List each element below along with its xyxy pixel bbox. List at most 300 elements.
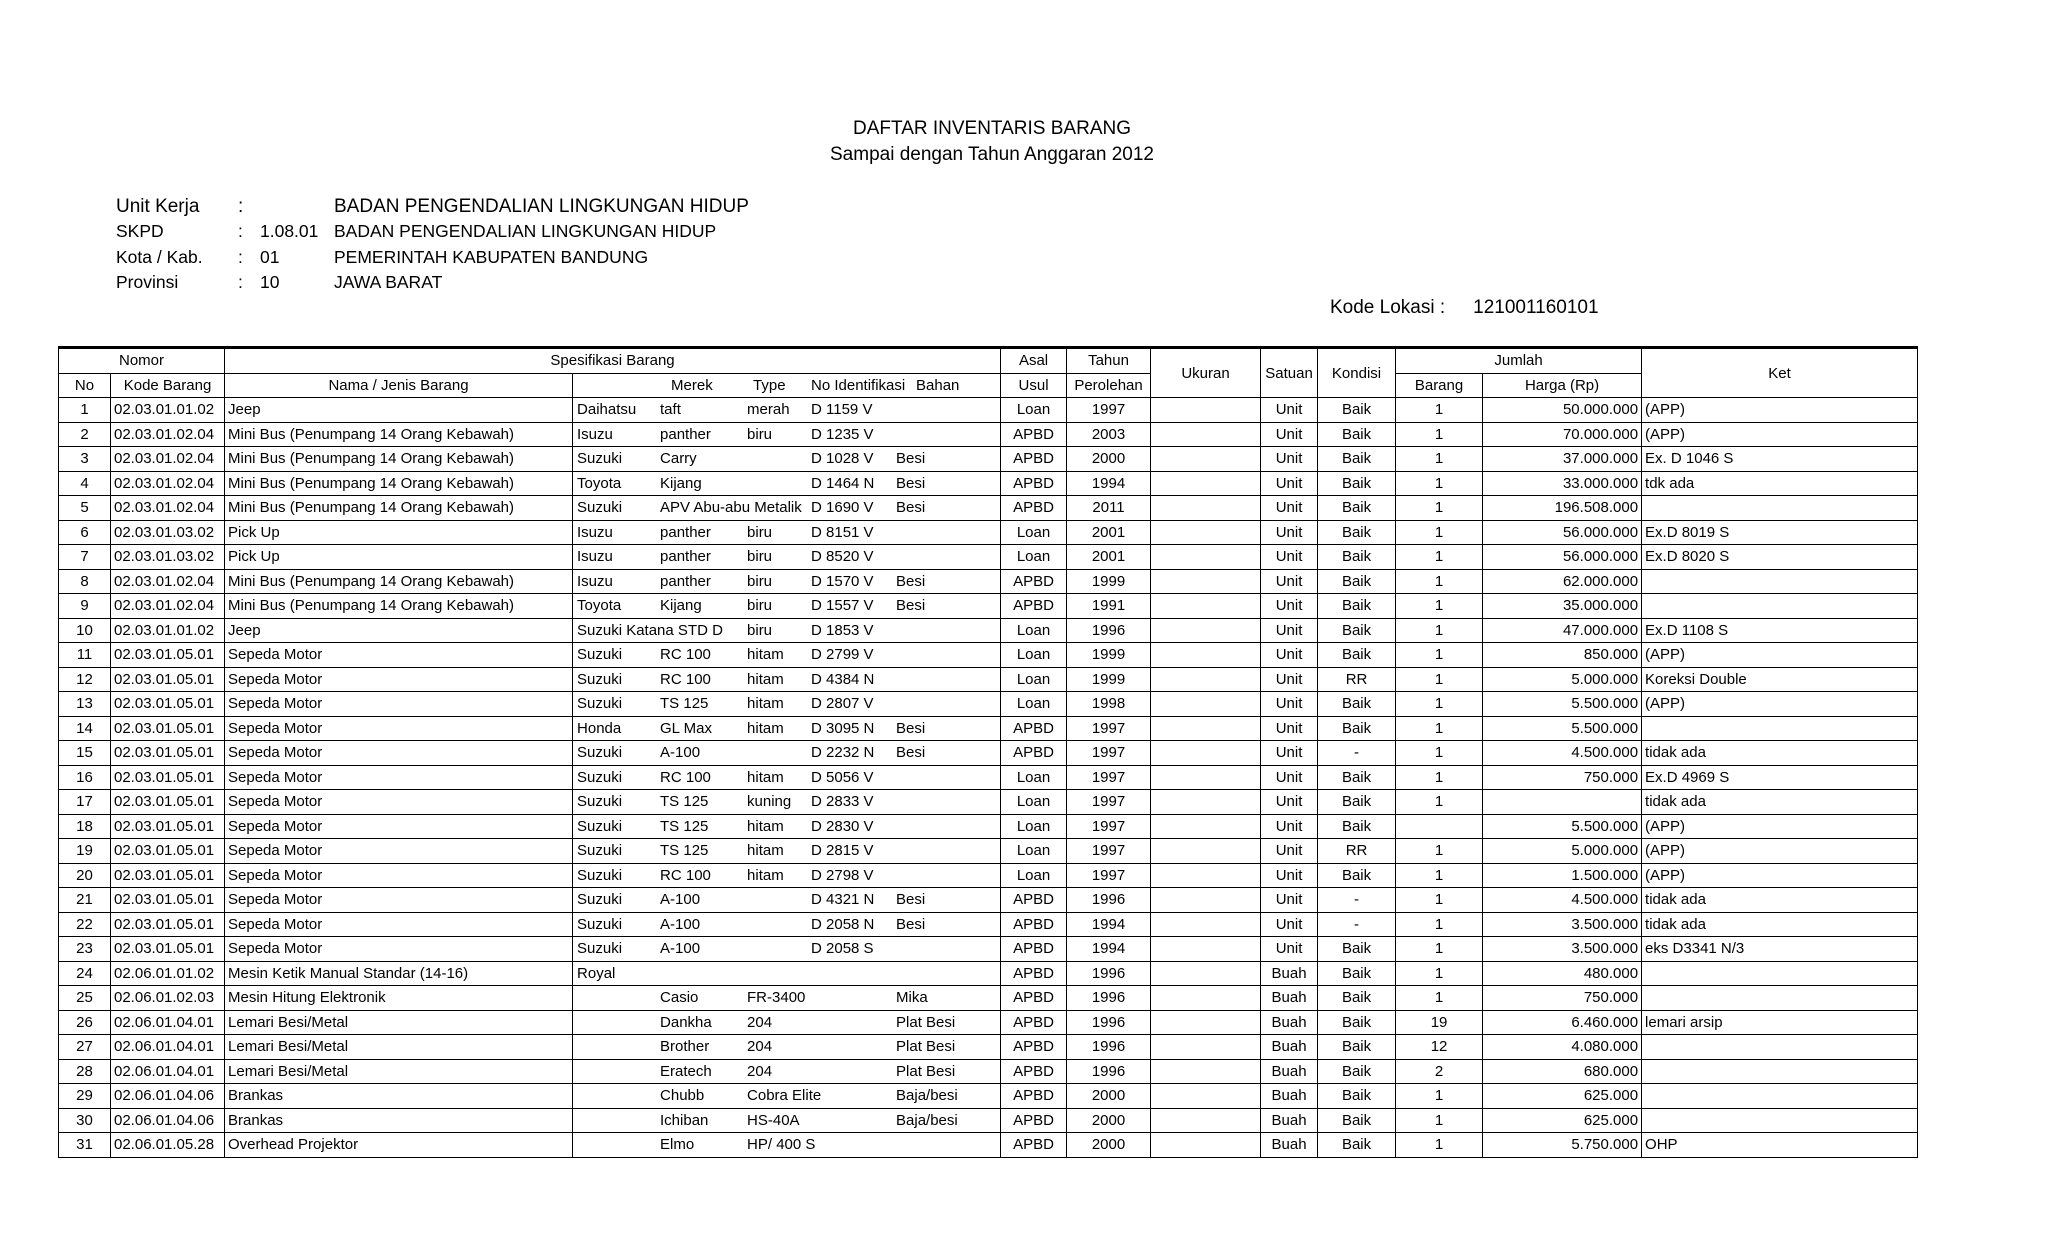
kode-lokasi-value: 121001160101	[1473, 297, 1599, 318]
cell-type: RC 100	[660, 646, 711, 664]
cell-merek: Suzuki	[577, 915, 623, 933]
col-group-nomor: Nomor	[59, 348, 225, 374]
cell-warna: biru	[747, 523, 773, 541]
cell-ukuran	[1151, 1133, 1261, 1158]
cell-no: 1	[59, 398, 111, 423]
cell-nama: Brankas	[225, 1084, 573, 1109]
cell-kode: 02.03.01.05.01	[111, 912, 225, 937]
cell-kode: 02.03.01.02.04	[111, 569, 225, 594]
unit-kerja-label: Unit Kerja	[116, 196, 200, 217]
cell-ket: Ex. D 1046 S	[1642, 447, 1918, 472]
cell-asal: APBD	[1001, 937, 1067, 962]
table-row	[59, 839, 1918, 864]
cell-warna: HP/ 400 S	[747, 1136, 816, 1154]
cell-kondisi: RR	[1318, 839, 1396, 864]
cell-tahun: 1997	[1067, 765, 1151, 790]
cell-kondisi: Baik	[1318, 937, 1396, 962]
cell-barang: 1	[1396, 667, 1483, 692]
col-kondisi: Kondisi	[1318, 348, 1396, 398]
cell-merek: Isuzu	[577, 548, 613, 566]
cell-tahun: 1996	[1067, 888, 1151, 913]
cell-spesifikasi	[573, 520, 1001, 545]
table-row	[59, 545, 1918, 570]
kode-lokasi	[1330, 297, 1599, 319]
cell-ukuran	[1151, 667, 1261, 692]
cell-ket	[1642, 1108, 1918, 1133]
cell-harga: 47.000.000	[1483, 618, 1642, 643]
cell-merek: Suzuki	[577, 866, 623, 884]
unit-kerja-colon: :	[238, 196, 244, 217]
cell-harga: 196.508.000	[1483, 496, 1642, 521]
cell-no: 9	[59, 594, 111, 619]
cell-tahun: 2001	[1067, 520, 1151, 545]
table-row	[59, 863, 1918, 888]
cell-barang: 1	[1396, 643, 1483, 668]
cell-harga: 6.460.000	[1483, 1010, 1642, 1035]
cell-nama: Mesin Hitung Elektronik	[225, 986, 573, 1011]
cell-no: 13	[59, 692, 111, 717]
cell-kode: 02.03.01.03.02	[111, 520, 225, 545]
cell-merek: Suzuki	[577, 940, 623, 958]
cell-nama: Sepeda Motor	[225, 937, 573, 962]
cell-kode: 02.03.01.02.04	[111, 471, 225, 496]
cell-barang: 1	[1396, 961, 1483, 986]
cell-no: 6	[59, 520, 111, 545]
cell-tahun: 1994	[1067, 937, 1151, 962]
cell-ket: (APP)	[1642, 839, 1918, 864]
cell-asal: APBD	[1001, 569, 1067, 594]
cell-spesifikasi	[573, 496, 1001, 521]
cell-asal: APBD	[1001, 1133, 1067, 1158]
cell-ukuran	[1151, 398, 1261, 423]
cell-barang: 1	[1396, 986, 1483, 1011]
cell-kode: 02.03.01.05.01	[111, 716, 225, 741]
cell-kondisi: Baik	[1318, 1010, 1396, 1035]
col-ukuran: Ukuran	[1151, 348, 1261, 398]
cell-asal: Loan	[1001, 667, 1067, 692]
cell-nama: Mini Bus (Penumpang 14 Orang Kebawah)	[225, 496, 573, 521]
cell-spesifikasi	[573, 569, 1001, 594]
col-no: No	[59, 373, 111, 398]
cell-merek: Isuzu	[577, 425, 613, 443]
col-kode: Kode Barang	[111, 373, 225, 398]
cell-nama: Jeep	[225, 618, 573, 643]
cell-asal: Loan	[1001, 520, 1067, 545]
cell-asal: Loan	[1001, 643, 1067, 668]
cell-nama: Mini Bus (Penumpang 14 Orang Kebawah)	[225, 594, 573, 619]
cell-asal: Loan	[1001, 814, 1067, 839]
cell-satuan: Unit	[1261, 471, 1318, 496]
table-row	[59, 398, 1918, 423]
cell-noid: D 2799 V	[811, 646, 874, 664]
cell-asal: APBD	[1001, 961, 1067, 986]
document-subtitle: Sampai dengan Tahun Anggaran 2012	[830, 144, 1154, 165]
cell-satuan: Unit	[1261, 520, 1318, 545]
cell-type: Chubb	[660, 1087, 705, 1105]
cell-bahan: Baja/besi	[896, 1087, 958, 1105]
table-row	[59, 692, 1918, 717]
cell-no: 23	[59, 937, 111, 962]
cell-merek: Daihatsu	[577, 401, 637, 419]
cell-no: 24	[59, 961, 111, 986]
cell-kode: 02.06.01.04.01	[111, 1035, 225, 1060]
cell-no: 21	[59, 888, 111, 913]
cell-spesifikasi	[573, 888, 1001, 913]
cell-spesifikasi	[573, 471, 1001, 496]
cell-asal: APBD	[1001, 912, 1067, 937]
cell-satuan: Buah	[1261, 1133, 1318, 1158]
cell-ukuran	[1151, 741, 1261, 766]
cell-tahun: 2003	[1067, 422, 1151, 447]
cell-barang: 1	[1396, 471, 1483, 496]
cell-harga: 625.000	[1483, 1084, 1642, 1109]
cell-type: Brother	[660, 1038, 710, 1056]
cell-spesifikasi	[573, 961, 1001, 986]
cell-merek: Isuzu	[577, 523, 613, 541]
cell-spesifikasi	[573, 1133, 1001, 1158]
cell-warna: hitam	[747, 866, 784, 884]
cell-ket: eks D3341 N/3	[1642, 937, 1918, 962]
cell-nama: Brankas	[225, 1108, 573, 1133]
cell-type: TS 125	[660, 793, 709, 811]
table-row	[59, 643, 1918, 668]
table-row	[59, 667, 1918, 692]
cell-tahun: 1997	[1067, 790, 1151, 815]
cell-satuan: Unit	[1261, 765, 1318, 790]
cell-satuan: Unit	[1261, 888, 1318, 913]
cell-warna: 204	[747, 1038, 773, 1056]
cell-asal: Loan	[1001, 765, 1067, 790]
table-row	[59, 716, 1918, 741]
table-row	[59, 741, 1918, 766]
cell-satuan: Buah	[1261, 1035, 1318, 1060]
col-usul: Usul	[1001, 373, 1067, 398]
cell-type: Ichiban	[660, 1111, 709, 1129]
cell-kondisi: Baik	[1318, 1133, 1396, 1158]
cell-tahun: 1997	[1067, 716, 1151, 741]
cell-harga: 750.000	[1483, 765, 1642, 790]
cell-spesifikasi	[573, 741, 1001, 766]
table-row	[59, 1035, 1918, 1060]
cell-no: 26	[59, 1010, 111, 1035]
cell-kondisi: RR	[1318, 667, 1396, 692]
cell-spesifikasi	[573, 986, 1001, 1011]
table-row	[59, 1133, 1918, 1158]
unit-kerja-value: BADAN PENGENDALIAN LINGKUNGAN HIDUP	[334, 196, 749, 217]
cell-barang: 1	[1396, 765, 1483, 790]
cell-kondisi: Baik	[1318, 1059, 1396, 1084]
cell-barang: 1	[1396, 545, 1483, 570]
cell-no: 28	[59, 1059, 111, 1084]
cell-no: 7	[59, 545, 111, 570]
cell-asal: Loan	[1001, 790, 1067, 815]
document-title: DAFTAR INVENTARIS BARANG	[853, 118, 1131, 139]
col-nama: Nama / Jenis Barang	[225, 373, 573, 398]
cell-nama: Sepeda Motor	[225, 912, 573, 937]
cell-ket: (APP)	[1642, 863, 1918, 888]
cell-kondisi: -	[1318, 741, 1396, 766]
cell-type: TS 125	[660, 817, 709, 835]
cell-type: A-100	[660, 744, 701, 762]
cell-type: RC 100	[660, 670, 711, 688]
cell-ket: (APP)	[1642, 422, 1918, 447]
cell-spesifikasi	[573, 545, 1001, 570]
cell-harga: 70.000.000	[1483, 422, 1642, 447]
cell-barang: 1	[1396, 496, 1483, 521]
cell-spesifikasi	[573, 1010, 1001, 1035]
kode-lokasi-label: Kode Lokasi :	[1330, 297, 1446, 318]
cell-bahan: Besi	[896, 474, 926, 492]
cell-bahan: Mika	[896, 989, 928, 1007]
cell-spesifikasi	[573, 692, 1001, 717]
table-row	[59, 496, 1918, 521]
cell-type: Kijang	[660, 474, 702, 492]
cell-merek: Suzuki	[577, 768, 623, 786]
cell-noid: D 2058 S	[811, 940, 874, 958]
cell-asal: APBD	[1001, 422, 1067, 447]
table-row	[59, 618, 1918, 643]
cell-barang: 1	[1396, 937, 1483, 962]
header-row-sub	[59, 373, 1918, 398]
cell-ukuran	[1151, 447, 1261, 472]
cell-nama: Sepeda Motor	[225, 839, 573, 864]
cell-tahun: 1997	[1067, 814, 1151, 839]
cell-ket	[1642, 961, 1918, 986]
table-row	[59, 594, 1918, 619]
cell-nama: Pick Up	[225, 520, 573, 545]
cell-no: 17	[59, 790, 111, 815]
cell-harga: 5.500.000	[1483, 692, 1642, 717]
cell-spesifikasi	[573, 1035, 1001, 1060]
cell-ukuran	[1151, 1059, 1261, 1084]
cell-warna: hitam	[747, 695, 784, 713]
cell-kondisi: Baik	[1318, 765, 1396, 790]
cell-harga: 5.000.000	[1483, 667, 1642, 692]
cell-noid: D 2833 V	[811, 793, 874, 811]
col-group-jumlah: Jumlah	[1396, 348, 1642, 374]
cell-spesifikasi	[573, 839, 1001, 864]
cell-type: RC 100	[660, 866, 711, 884]
cell-harga: 5.500.000	[1483, 814, 1642, 839]
cell-nama: Overhead Projektor	[225, 1133, 573, 1158]
cell-kode: 02.03.01.05.01	[111, 863, 225, 888]
cell-noid: D 8520 V	[811, 548, 874, 566]
cell-nama: Sepeda Motor	[225, 643, 573, 668]
cell-harga: 5.000.000	[1483, 839, 1642, 864]
cell-spesifikasi	[573, 937, 1001, 962]
cell-spesifikasi	[573, 863, 1001, 888]
cell-type: GL Max	[660, 719, 712, 737]
cell-kondisi: Baik	[1318, 1084, 1396, 1109]
cell-ket: (APP)	[1642, 643, 1918, 668]
cell-noid: D 2815 V	[811, 842, 874, 860]
cell-satuan: Unit	[1261, 569, 1318, 594]
cell-spesifikasi	[573, 643, 1001, 668]
col-barang: Barang	[1396, 373, 1483, 398]
cell-ukuran	[1151, 888, 1261, 913]
cell-noid: D 1028 V	[811, 450, 874, 468]
cell-kondisi: Baik	[1318, 716, 1396, 741]
cell-ukuran	[1151, 520, 1261, 545]
cell-satuan: Unit	[1261, 814, 1318, 839]
cell-tahun: 1997	[1067, 839, 1151, 864]
table-row	[59, 520, 1918, 545]
cell-warna: hitam	[747, 842, 784, 860]
cell-ket: tidak ada	[1642, 888, 1918, 913]
cell-nama: Lemari Besi/Metal	[225, 1010, 573, 1035]
cell-ukuran	[1151, 790, 1261, 815]
cell-satuan: Unit	[1261, 741, 1318, 766]
cell-kondisi: Baik	[1318, 545, 1396, 570]
cell-type: panther	[660, 425, 711, 443]
cell-satuan: Unit	[1261, 863, 1318, 888]
cell-type: Elmo	[660, 1136, 695, 1154]
cell-spesifikasi	[573, 716, 1001, 741]
cell-ukuran	[1151, 986, 1261, 1011]
cell-no: 22	[59, 912, 111, 937]
cell-bahan: Plat Besi	[896, 1013, 956, 1031]
cell-kondisi: Baik	[1318, 520, 1396, 545]
cell-asal: Loan	[1001, 863, 1067, 888]
cell-asal: APBD	[1001, 1059, 1067, 1084]
col-noid: No Identifikasi	[811, 376, 906, 394]
cell-noid: D 3095 N	[811, 719, 875, 737]
cell-ket	[1642, 569, 1918, 594]
cell-tahun: 1996	[1067, 1010, 1151, 1035]
cell-noid: D 4384 N	[811, 670, 875, 688]
cell-tahun: 1996	[1067, 961, 1151, 986]
cell-no: 19	[59, 839, 111, 864]
cell-satuan: Unit	[1261, 398, 1318, 423]
cell-ukuran	[1151, 1035, 1261, 1060]
cell-bahan: Besi	[896, 891, 926, 909]
cell-asal: Loan	[1001, 839, 1067, 864]
cell-harga: 4.500.000	[1483, 888, 1642, 913]
cell-no: 25	[59, 986, 111, 1011]
cell-warna: hitam	[747, 817, 784, 835]
cell-ket: lemari arsip	[1642, 1010, 1918, 1035]
cell-nama: Mini Bus (Penumpang 14 Orang Kebawah)	[225, 422, 573, 447]
cell-merek: Suzuki Katana STD D	[577, 621, 723, 639]
table-row	[59, 1084, 1918, 1109]
cell-spesifikasi	[573, 398, 1001, 423]
table-row	[59, 790, 1918, 815]
cell-ukuran	[1151, 496, 1261, 521]
table-row	[59, 1059, 1918, 1084]
cell-harga: 3.500.000	[1483, 937, 1642, 962]
col-merek: Merek	[671, 376, 713, 394]
cell-kode: 02.03.01.05.01	[111, 692, 225, 717]
cell-noid: D 1159 V	[811, 401, 873, 419]
cell-spesifikasi	[573, 447, 1001, 472]
cell-merek: Suzuki	[577, 817, 623, 835]
cell-asal: APBD	[1001, 741, 1067, 766]
cell-barang: 1	[1396, 790, 1483, 815]
cell-warna: Cobra Elite	[747, 1087, 822, 1105]
cell-kondisi: Baik	[1318, 398, 1396, 423]
cell-type: Dankha	[660, 1013, 712, 1031]
cell-warna: biru	[747, 548, 773, 566]
cell-no: 12	[59, 667, 111, 692]
cell-nama: Mini Bus (Penumpang 14 Orang Kebawah)	[225, 471, 573, 496]
cell-kondisi: -	[1318, 888, 1396, 913]
cell-kondisi: Baik	[1318, 618, 1396, 643]
cell-type: TS 125	[660, 695, 709, 713]
cell-noid: D 2058 N	[811, 915, 875, 933]
cell-barang: 1	[1396, 398, 1483, 423]
col-satuan: Satuan	[1261, 348, 1318, 398]
cell-ukuran	[1151, 863, 1261, 888]
cell-harga: 480.000	[1483, 961, 1642, 986]
cell-kode: 02.03.01.05.01	[111, 888, 225, 913]
cell-tahun: 1994	[1067, 471, 1151, 496]
cell-type: TS 125	[660, 842, 709, 860]
cell-bahan: Besi	[896, 597, 926, 615]
cell-bahan: Besi	[896, 744, 926, 762]
cell-noid: D 2830 V	[811, 817, 874, 835]
col-ket: Ket	[1642, 348, 1918, 398]
cell-asal: APBD	[1001, 1035, 1067, 1060]
cell-satuan: Unit	[1261, 667, 1318, 692]
cell-asal: APBD	[1001, 888, 1067, 913]
cell-bahan: Besi	[896, 915, 926, 933]
provinsi-label: Provinsi	[116, 272, 179, 292]
cell-satuan: Unit	[1261, 422, 1318, 447]
cell-satuan: Buah	[1261, 1059, 1318, 1084]
cell-bahan: Baja/besi	[896, 1111, 958, 1129]
cell-asal: APBD	[1001, 986, 1067, 1011]
cell-kode: 02.06.01.05.28	[111, 1133, 225, 1158]
cell-barang: 1	[1396, 692, 1483, 717]
cell-kode: 02.03.01.05.01	[111, 667, 225, 692]
cell-kode: 02.03.01.02.04	[111, 594, 225, 619]
cell-satuan: Unit	[1261, 643, 1318, 668]
cell-nama: Pick Up	[225, 545, 573, 570]
cell-type: Eratech	[660, 1062, 712, 1080]
col-tahun: Tahun	[1067, 348, 1151, 374]
cell-noid: D 1853 V	[811, 621, 874, 639]
cell-kondisi: Baik	[1318, 692, 1396, 717]
cell-noid: D 2232 N	[811, 744, 875, 762]
cell-tahun: 1996	[1067, 986, 1151, 1011]
cell-tahun: 1998	[1067, 692, 1151, 717]
cell-warna: biru	[747, 621, 773, 639]
provinsi-colon: :	[238, 272, 243, 292]
cell-warna: 204	[747, 1013, 773, 1031]
cell-barang: 1	[1396, 422, 1483, 447]
table-row	[59, 814, 1918, 839]
table-row	[59, 888, 1918, 913]
cell-type: Carry	[660, 450, 697, 468]
cell-satuan: Unit	[1261, 496, 1318, 521]
cell-kode: 02.03.01.05.01	[111, 839, 225, 864]
cell-tahun: 2001	[1067, 545, 1151, 570]
cell-nama: Sepeda Motor	[225, 692, 573, 717]
cell-barang	[1396, 814, 1483, 839]
cell-ukuran	[1151, 912, 1261, 937]
cell-satuan: Unit	[1261, 447, 1318, 472]
cell-harga: 625.000	[1483, 1108, 1642, 1133]
cell-kode: 02.03.01.05.01	[111, 814, 225, 839]
cell-ket: (APP)	[1642, 692, 1918, 717]
cell-ukuran	[1151, 692, 1261, 717]
cell-merek: Suzuki	[577, 499, 623, 517]
cell-no: 10	[59, 618, 111, 643]
cell-asal: Loan	[1001, 398, 1067, 423]
cell-spesifikasi	[573, 765, 1001, 790]
cell-kode: 02.03.01.05.01	[111, 643, 225, 668]
cell-satuan: Buah	[1261, 986, 1318, 1011]
